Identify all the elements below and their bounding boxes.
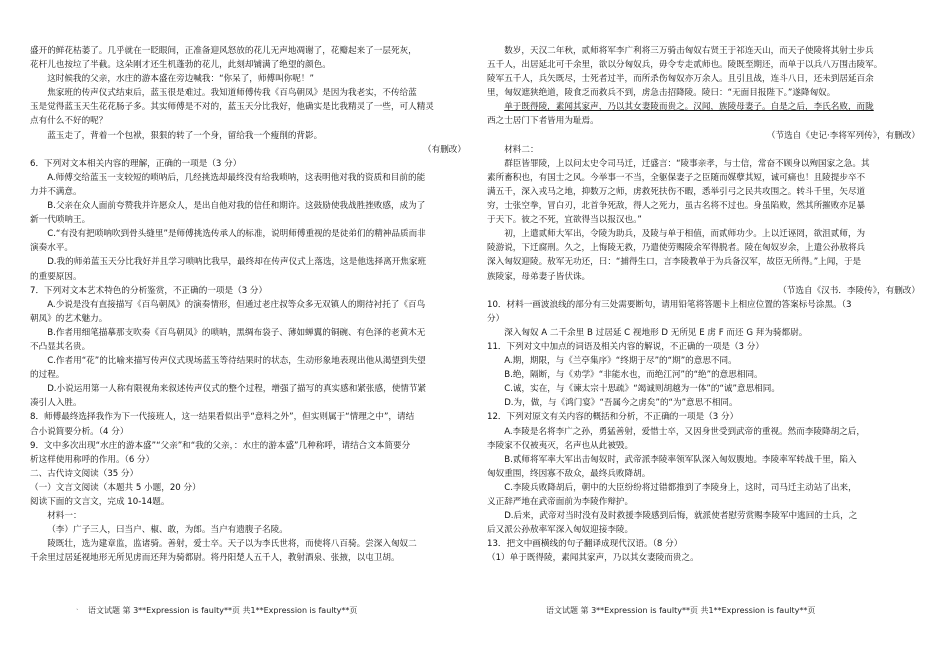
- text-line: 群臣皆罪陵，上以问太史令司马迁，迁盛言：“陵事亲孝，与士信，常奋不顾身以殉国家之急。其: [504, 158, 870, 169]
- text-line: 合小说简要分析。（4 分）: [30, 426, 129, 437]
- text-line: 的过程。: [30, 370, 65, 381]
- text-line: 李陵家不仅被夷灭，名声也从此被毁。: [487, 440, 634, 451]
- text-line: 析这样使用称呼的作用。（6 分）: [30, 454, 155, 465]
- text-line: 西之士居门下者皆用为耻焉。: [487, 116, 599, 127]
- text-line: 匈奴重围，终因寡不敌众，最终兵败降胡。: [487, 468, 651, 479]
- text-line: 五千人，出居延北可千余里，欲以分匈奴兵，毋令专走贰师也。陵既至期还，而单于以兵八万围击陵军。: [487, 60, 883, 71]
- text-line: 分）: [487, 313, 505, 324]
- text-line: C.“有没有把唢呐吹到骨头缝里”是师傅挑选传承人的标准，说明师傅重视的是徒弟们的精神品质而非: [47, 229, 426, 240]
- text-line: 11．下列对文中加点的词语及相关内容的解说，不正确的一项是（3 分）: [487, 341, 764, 352]
- text-line: （李）广子三人，曰当户、椒、敢，为郎。当户有遗腹子名陵。: [47, 525, 288, 536]
- footer-left: 语文试题 第 3**Expression is faulty**页 共1**Expression is faulty**页: [88, 606, 358, 615]
- text-line: （一）文言文阅读（本题共 5 小题，20 分）: [30, 482, 201, 493]
- text-line: B.父亲在众人面前夸赞我并许愿众人，是出自他对我的信任和期许。这鼓励使我战胜挫败感，成为了: [47, 201, 426, 212]
- text-line: 满五千，深入戎马之地，抑数万之师，虏救死扶伤不暇，悉举引弓之民共攻围之。转斗千里，矢尽道: [487, 186, 866, 197]
- right-column: [487, 44, 920, 565]
- text-line: 材料一：: [47, 511, 82, 522]
- text-line: 陵游说，下迁腐刑。久之，上悔陵无救，乃遣使劳赐陵余军得脱者。陵在匈奴岁余，上遣公孙敖将兵: [487, 243, 866, 254]
- text-line: 力并不满意。: [30, 186, 82, 197]
- text-line: 陵军五千人，兵矢既尽，士死者过半，而所杀伤匈奴亦万余人。且引且战，连斗八日，还未到居延百余: [487, 74, 874, 85]
- text-line: 陵既壮，选为建章监，监诸骑。善射，爱士卒。天子以为李氏世将，而使将八百骑。尝深入匈奴二: [47, 539, 417, 550]
- text-line: A.少说是没有直接描写《百鸟朝凤》的演奏情形，但通过老庄叔等众多无双镇人的期待衬托了《百鸟: [47, 299, 426, 310]
- text-line: 的重要原因。: [30, 271, 82, 282]
- text-line: D.后来，武帝对当时没有及时救援李陵感到后悔，就派使者慰劳赏赐李陵军中逃回的士兵，之: [504, 511, 858, 522]
- text-line: C.作者用“花”的比喻来描写传声仪式现场蓝玉等待结果时的状态，生动形象地表现出他从渴望到失望: [47, 356, 426, 367]
- text-line: 10．材料一画波浪线的部分有三处需要断句，请用铅笔将答题卡上相应位置的答案标号涂黑。（3: [487, 299, 852, 310]
- text-line: 后又派公孙敖率军深入匈奴迎接李陵。: [487, 525, 634, 536]
- text-line: 花杆儿也按垃了半截。这朵刚才还生机蓬勃的花儿，此刻却铺满了绝望的颜色。: [30, 60, 331, 71]
- text-line: 千余里过居延视地形无所见虏而还拜为骑都尉。将丹阳楚人五千人，教射酒泉、张掖，以屯卫胡。: [30, 553, 400, 564]
- footer-right: 语文试题 第 3**Expression is faulty**页 共1**Expression is faulty**页: [546, 606, 816, 615]
- text-line: （有删改）: [423, 144, 466, 155]
- text-line: （节选自《汉书．李陵传》，有删改）: [778, 285, 920, 296]
- text-line: 材料二：: [504, 144, 539, 155]
- text-line: 蓝玉走了，背着一个包袱，狠狠的转了一个身，留给我一个瘦削的背影。: [47, 130, 323, 141]
- text-line: D.小说运用第一人称有限视角来叙述传声仪式的整个过程，增强了描写的真实感和紧张感，使情节紧: [47, 384, 427, 395]
- text-line: D.为，做，与《鸿门宴》“吾属今之虏矣”的“为”意思不相同。: [504, 398, 738, 409]
- text-line: 凑引人入胜。: [30, 398, 82, 409]
- text-line: 6．下列对文本相关内容的理解，正确的一项是（3 分）: [30, 158, 242, 169]
- text-line: A.期，期限，与《兰亭集序》“终期于尽”的“期”的意思不同。: [504, 356, 737, 367]
- left-column: [30, 44, 466, 565]
- text-line: 7．下列对文本艺术特色的分析鉴赏，不正确的一项是（3 分）: [30, 285, 268, 296]
- text-line: 9．文中多次出现“水庄的游本盛”“父亲”和“我的父亲，：水庄的游本盛”几种称呼，请结合文本简要分: [30, 440, 411, 451]
- text-line: 族陵家，母弟妻子皆伏诛。: [487, 271, 591, 282]
- text-line: 二、古代诗文阅读（35 分）: [30, 468, 139, 479]
- text-line: C.诚，实在，与《谏太宗十思疏》“竭诚则胡越为一体”的“诚”意思相同。: [504, 384, 780, 395]
- text-line: A.李陵是名将李广之孙，勇猛善射，爱惜士卒，又因身世受到武帝的重视。然而李陵降胡之后，: [504, 426, 865, 437]
- text-line: 焦家班的传声仪式结束后，蓝玉很是难过。我知道师傅传我《百鸟朝凤》是因为我老实，不传给蓝: [47, 88, 417, 99]
- text-line: 朝凤》的艺术魅力。: [30, 313, 108, 324]
- text-line: 演奏水平。: [30, 243, 73, 254]
- text-line: 义正辞严地在武帝面前为李陵作辩护。: [487, 497, 634, 507]
- text-line: 穷，士张空拳，冒白刃，北首争死敌，得人之死力，虽古名将不过也。身虽陷败，然其所摧败亦足暴: [487, 201, 866, 212]
- text-line: B.贰师将军率大军出击匈奴时，武帝派李陵率领军队深入匈奴腹地。李陵率军转战千里，陷入: [504, 454, 857, 465]
- text-line: 深入匈奴 A 二千余里 B 过居延 C 视地形 D 无所见 E 虏 F 而还 G 拜为骑都尉。: [504, 327, 808, 338]
- text-line: 深入匈奴迎陵。敖军无功还，曰：“捕得生口，言李陵教单于为兵备汉军，故臣无所得。”上闻，于是: [487, 257, 862, 268]
- text-line: A.师傅交给蓝玉一支较短的唢呐后，几经挑选却最终没有给我唢呐，这表明他对我的资质和目前的能: [47, 172, 426, 183]
- text-line: 新一代唢呐王。: [30, 215, 91, 226]
- text-line: （节选自《史记·李将军列传》，有删改）: [766, 130, 920, 141]
- text-line: 点有什么不好的呢？: [30, 116, 108, 127]
- text-line: 13．把文中画横线的句子翻译成现代汉语。（8 分）: [487, 539, 683, 550]
- text-line: B.绝，隔断，与《劝学》“非能水也，而绝江河”的“绝”的意思相同。: [504, 370, 763, 381]
- text-line: 阅读下面的文言文，完成 10-14题。: [30, 497, 170, 507]
- text-line: 于天下。彼之不死，宜欲得当以报汉也。”: [487, 215, 642, 226]
- text-line: 这时候我的父亲，水庄的游本盛在旁边喊我：“你呆了，师傅叫你呢！”: [47, 74, 314, 85]
- text-line: 单于既得陵，素闻其家声，乃以其女妻陵而贵之。汉闻，族陵母妻子。自是之后，李氏名败，而陇: [504, 102, 874, 113]
- text-line: C.李陵兵败降胡后，朝中的大臣纷纷将过错都推到了李陵身上，这时，司马迁主动站了出来，: [504, 482, 857, 493]
- footer-mark: `: [76, 609, 79, 616]
- text-line: 数岁，天汉二年秋，贰师将军李广利将三万骑击匈奴右贤王于祁连天山，而天子使陵将其射士步兵: [504, 46, 874, 56]
- text-line: 8．师傅最终选择我作为下一代接班人，这一结果看似出乎“意料之外”，但实则属于“情理之中”，请结: [30, 412, 415, 423]
- text-line: 12．下列对原文有关内容的概括和分析，不正确的一项是（3 分）: [487, 412, 739, 423]
- text-line: （1）单于既得陵，素闻其家声，乃以其女妻陵而贵之。: [487, 553, 699, 564]
- text-line: 初，上遣贰师大军出，令陵为助兵，及陵与单于相值，而贰师功少。上以迁诬罔，欲沮贰师，为: [504, 229, 866, 240]
- text-line: B.作者用细笔描摹那支吹奏《百鸟朝凤》的唢呐，黑绸布袋子、薄如蝉翼的铜碗、有色泽的老黄木无: [47, 327, 426, 338]
- text-line: 不凸显其名贵。: [30, 341, 91, 352]
- text-line: 里，匈奴遮狭绝道，陵食乏而救兵不到，虏急击招降陵。陵曰：“无面目报陛下。”遂降匈奴。: [487, 88, 836, 99]
- text-line: 素所畜积也，有国士之风。今举事一不当，全躯保妻子之臣随而媒孽其短，诚可痛也！且陵提步卒不: [487, 172, 866, 183]
- text-line: D.我的师弟蓝玉天分比我好并且学习唢呐比我早，最终却在传声仪式上落选，这是他选择离开焦家班: [47, 257, 427, 268]
- text-line: 玉是觉得蓝玉天生花花肠子多。其实师傅是不对的，蓝玉天分比我好，他确实是比我精灵了一些，可人精灵: [30, 102, 434, 113]
- text-line: 盛开的鲜花枯萎了。几乎就在一眨眼间，正准备迎风怒放的花儿无声地凋谢了，花瓣起来了一层死灰，: [30, 46, 417, 56]
